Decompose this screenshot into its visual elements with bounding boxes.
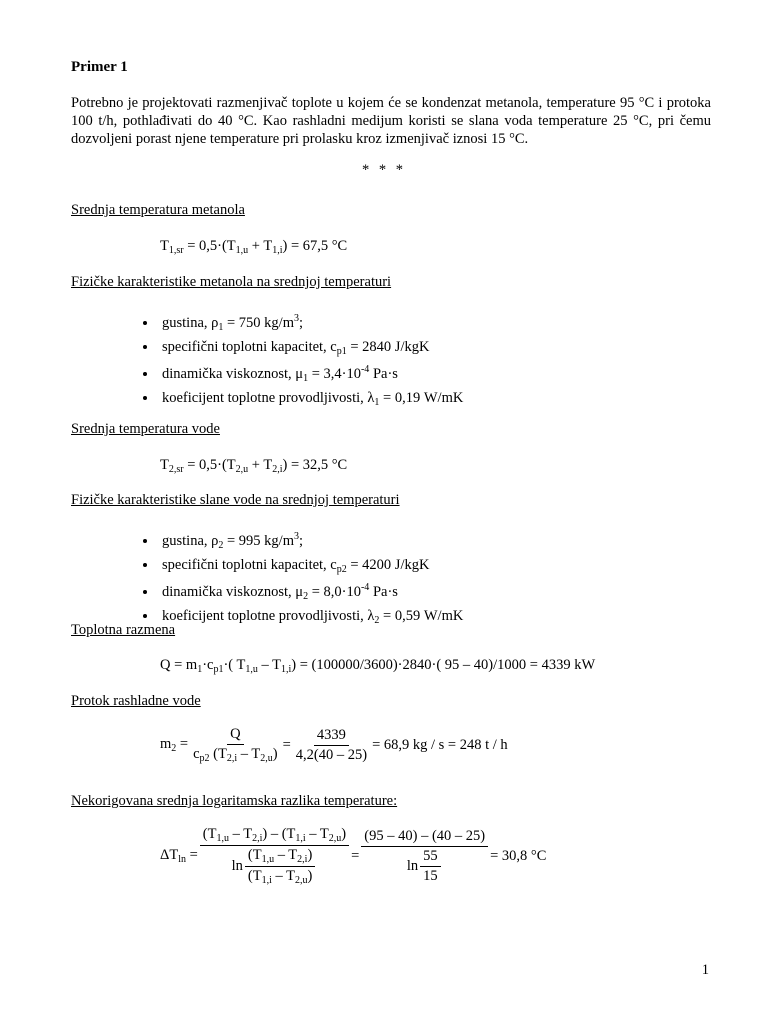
fraction: (95 – 40) – (40 – 25) ln $\frac{55}{15}$ [361, 828, 488, 885]
fraction: $\frac{4339}{4,2(40 - 25)}$ [295, 726, 368, 763]
list-item: • dinamička viskoznost, $\mu_2 = 8,0\cdot 10^{-4}$ Pa·s [158, 579, 463, 607]
page-title: Primer 1 [71, 59, 128, 75]
heading-water-mean-temperature: Srednja temperatura vode [71, 421, 220, 437]
equation-water-mean-temperature: $T_{2,sr} = 0,5\cdot(T_{2,u} + T_{2,i}) = 32,5$ °C [160, 457, 348, 475]
fraction: $\frac{Q}{c_{p2} (T_{2,i} - T_{2,u})}$ [193, 726, 278, 764]
heading-methanol-mean-temperature: Srednja temperatura metanola [71, 202, 245, 218]
problem-statement: Potrebno je projektovati razmenjivač toplote u kojem će se kondenzat metanola, temperature 95 °C i protoka 100 t/h, pothlađivati do 40 °C. Kao rashladni medijum koristi se slana voda temperature 25 °C, pri čemu dozvoljeni porast njene temperature pri prolasku kroz izmenjivač iznosi 15 °C. [71, 95, 711, 147]
heading-water-properties: Fizičke karakteristike slane vode na srednjoj temperaturi [71, 492, 400, 508]
list-item: • gustina, $\rho_2 = 995$ $kg/m^3$; [158, 528, 463, 556]
heading-lmtd: Nekorigovana srednja logaritamska razlika temperature: [71, 793, 398, 809]
equation-coolant-flow: $m_2$ = $\frac{Q}{c_{p2} (T_{2,i} - T_{2,u})}$ = $\frac{4339}{4,2(40 - 25)}$ = 68,9 kg / s = 248 t / h [160, 726, 508, 764]
heading-heat-exchange: Toplotna razmena [71, 622, 176, 638]
list-item: • koeficijent toplotne provodljivosti, $\lambda_2 = 0,59$ W/mK [158, 607, 463, 631]
list-item: • specifični toplotni kapacitet, $c_{p2} = 4200$ J/kgK [158, 556, 463, 580]
section-separator: * * * [362, 162, 406, 178]
methanol-property-list [128, 310, 463, 412]
heading-coolant-flow: Protok rashladne vode [71, 693, 201, 709]
list-item: • koeficijent toplotne provodljivosti, $\lambda_1 = 0,19$ W/mK [158, 389, 463, 413]
page-number: 1 [701, 962, 709, 978]
water-property-list [128, 528, 463, 630]
list-item: • gustina, $\rho_1 = 750$ $kg/m^3$; [158, 310, 463, 338]
equation-heat-exchange: $Q = m_1\cdot c_{p1}\cdot$( $T_{1,u} - T_{1,i}) = (100000/3600)\cdot 2840\cdot$( 95 – 40)/1000 = 4339 kW [160, 657, 596, 675]
equation-lmtd: $\Delta T_{ln}$ = $(T_{1,u} - T_{2,i}) - (T_{1,i} - T_{2,u})$ ln $\frac{(T_{1,u} - T_{2,i})}{(T_{1,i} - T_{2,u})}$ = (95 – 40) – (40 – 25) ln $\frac{55}{15}$ = 30,8 °C [160, 826, 547, 886]
heading-methanol-properties: Fizičke karakteristike metanola na srednjoj temperaturi [71, 274, 392, 290]
equation-methanol-mean-temperature: $T_{1,sr} = 0,5\cdot(T_{1,u} + T_{1,i}) = 67,5$ °C [160, 238, 348, 256]
list-item: • specifični toplotni kapacitet, $c_{p1} = 2840$ J/kgK [158, 338, 463, 362]
list-item: • dinamička viskoznost, $\mu_1 = 3,4\cdot 10^{-4}$ Pa·s [158, 361, 463, 389]
fraction: $(T_{1,u} - T_{2,i}) - (T_{1,i} - T_{2,u})$ ln $\frac{(T_{1,u} - T_{2,i})}{(T_{1,i} - T_{2,u})}$ [200, 826, 349, 886]
